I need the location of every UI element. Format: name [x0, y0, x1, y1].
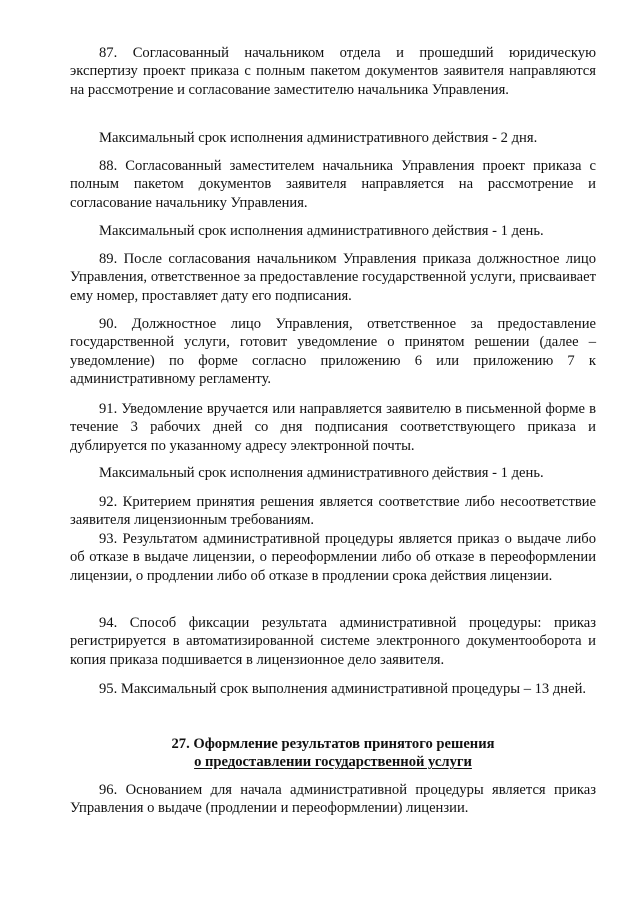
paragraph-94: 94. Способ фиксации результата административной процедуры: приказ регистрируется в автоматизированной системе электронного документооборота и копия приказа подшивается в лицензионное дело заявителя.: [70, 615, 596, 668]
section-heading: [70, 735, 596, 772]
paragraph-87: 87. Согласованный начальником отдела и прошедший юридическую экспертизу проект приказа с полным пакетом документов заявителя направляются на рассмотрение и согласование заместителю начальника Управления.: [70, 45, 596, 98]
paragraph-deadline-2-days: Максимальный срок исполнения административного действия - 2 дня.: [99, 130, 538, 146]
paragraph-deadline-1-day: Максимальный срок исполнения административного действия - 1 день.: [99, 223, 544, 239]
paragraph-91: 91. Уведомление вручается или направляется заявителю в письменной форме в течение 3 рабочих дней со дня подписания соответствующего приказа и дублируется по указанному адресу электронной почты.: [70, 401, 596, 454]
paragraph-deadline-1-day-2: Максимальный срок исполнения административного действия - 1 день.: [99, 465, 544, 481]
paragraph-92: 92. Критерием принятия решения является соответствие либо несоответствие заявителя лицензионным требованиям.: [70, 494, 596, 529]
section-heading-line2: о предоставлении государственной услуги: [194, 754, 472, 771]
section-heading-line1: 27. Оформление результатов принятого решения: [171, 736, 495, 752]
paragraph-88: 88. Согласованный заместителем начальника Управления проект приказа с полным пакетом документов заявителя направляется на рассмотрение и согласование начальнику Управления.: [70, 158, 596, 211]
paragraph-89: 89. После согласования начальником Управления приказа должностное лицо Управления, ответственное за предоставление государственной услуги, присваивает ему номер, проставляет дату его подписания.: [70, 251, 596, 304]
paragraph-90: 90. Должностное лицо Управления, ответственное за предоставление государственной услуги, готовит уведомление о принятом решении (далее – уведомление) по форме согласно приложению 6 или приложению 7 к административному регламенту.: [70, 316, 596, 388]
paragraph-95: 95. Максимальный срок выполнения административной процедуры – 13 дней.: [99, 681, 587, 697]
paragraph-93: 93. Результатом административной процедуры является приказ о выдаче либо об отказе в выдаче лицензии, о переоформлении либо об отказе в переоформлении лицензии, о продлении либо об отказе в продлении срока действия лицензии.: [70, 531, 596, 584]
paragraph-96: 96. Основанием для начала административной процедуры является приказ Управления о выдаче (продлении и переоформлении) лицензии.: [70, 782, 596, 817]
